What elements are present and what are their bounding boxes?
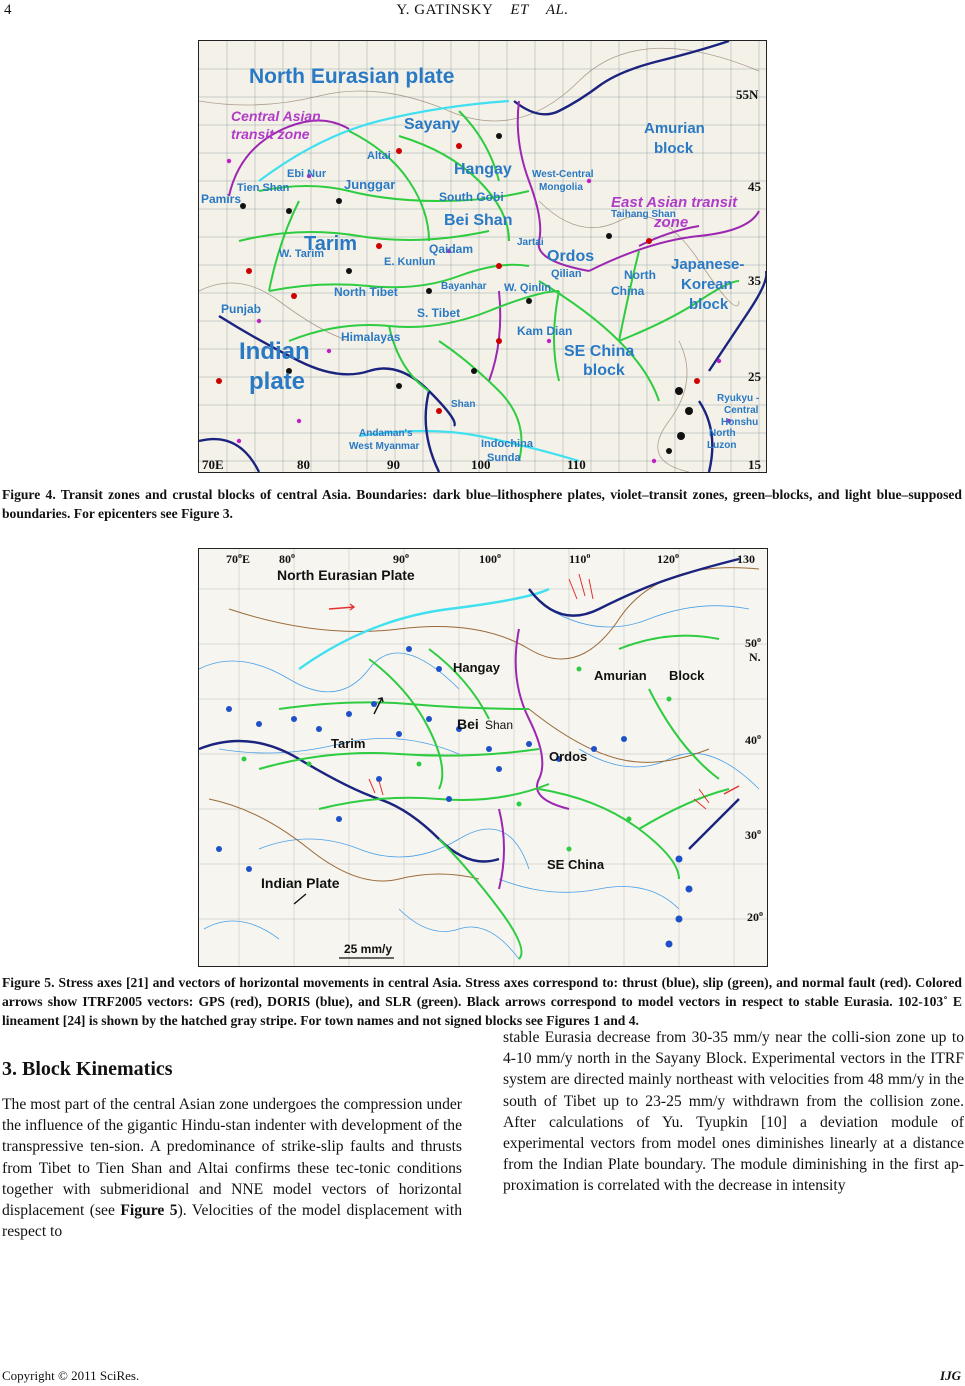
label-sayany: Sayany <box>404 116 461 133</box>
lon-100-5: 100$^o$ <box>479 551 501 566</box>
label-ebi-nur: Ebi Nur <box>287 168 327 180</box>
figure-4-epicenters <box>216 133 731 463</box>
label-west-central: West-Central <box>532 169 594 180</box>
label-himalayas: Himalayas <box>341 330 401 344</box>
figure-5-supposed-boundaries <box>299 589 549 669</box>
label-jartai: Jartai <box>517 237 544 248</box>
lon-110-5: 110$^o$ <box>569 551 591 566</box>
lon-80-5: 80$^o$ <box>279 551 295 566</box>
label-altai: Altai <box>367 150 391 162</box>
label-ordos-5: Ordos <box>549 749 588 764</box>
figure-5-reference[interactable]: Figure 5 <box>120 1202 178 1220</box>
label-andaman: Andaman's <box>359 428 413 439</box>
lat-55: 55N <box>736 87 759 102</box>
label-e-kunlun: E. Kunlun <box>384 256 436 268</box>
label-plate: plate <box>249 368 306 395</box>
body-paragraph-right: stable Eurasia decrease from 30-35 mm/y near the colli-sion zone up to 4-10 mm/y north in the Sayany Block. Experimental vectors in the ITRF system are directed mainly northeast with velocities from 48 mm/y in the south of Tibet up to 23-25 mm/y withdrawn from the collision zone. After calculations of Yu. Tyupkin [10] a deviation module of experimental vectors from model ones diminishes linearly at a distance from the Indian Plate boundary. The module diminishing in the first ap-proximation is correlated with the decrease in intensity <box>503 1029 964 1195</box>
running-head-al: AL. <box>545 2 569 18</box>
lon-110: 110 <box>567 457 586 472</box>
lat-25: 25 <box>748 369 761 384</box>
label-north-luzon-2: Luzon <box>707 440 737 451</box>
label-tarim-5: Tarim <box>331 736 366 751</box>
lon-90: 90 <box>387 457 400 472</box>
running-head <box>0 2 965 19</box>
label-korean: Korean <box>681 276 733 293</box>
label-punjab: Punjab <box>221 302 262 316</box>
lat-35: 35 <box>748 273 761 288</box>
label-indian-plate-5: Indian Plate <box>261 875 340 891</box>
label-north-china-1: North <box>624 268 656 282</box>
label-sunda: Sunda <box>487 452 521 464</box>
label-central-asian: Central Asian <box>231 108 321 124</box>
lat-20-5: 20$^o$ <box>747 909 763 924</box>
label-w-tarim: W. Tarim <box>279 248 325 260</box>
body-column-left <box>2 1094 462 1242</box>
label-north-eurasian-plate-5: North Eurasian Plate <box>277 567 415 583</box>
label-se-china-block: block <box>583 362 625 379</box>
label-ordos: Ordos <box>547 248 595 265</box>
figure-5-plate-boundaries <box>199 559 739 862</box>
label-qaidam: Qaidam <box>429 242 474 256</box>
label-block-5: Block <box>669 668 705 683</box>
footer-copyright: Copyright © 2011 SciRes. <box>2 1368 140 1383</box>
label-tien-shan: Tien Shan <box>237 182 290 194</box>
figure-4-map <box>198 40 767 473</box>
lat-15: 15 <box>748 457 761 472</box>
label-hangay-5: Hangay <box>453 660 500 675</box>
lat-40-5: 40$^o$ <box>745 732 761 747</box>
label-bei-5: Bei <box>457 716 479 732</box>
label-indian: Indian <box>239 338 310 365</box>
figure-5-grid-labels <box>226 551 763 924</box>
label-hangay: Hangay <box>454 161 512 178</box>
label-bayanhar: Bayanhar <box>441 281 487 292</box>
lat-45: 45 <box>748 179 761 194</box>
label-japanese: Japanese- <box>671 256 745 273</box>
page-number: 4 <box>4 2 12 18</box>
figure-4-caption: Figure 4. Transit zones and crustal blocks of central Asia. Boundaries: dark blue–lithosphere plates, violet–transit zones, green–blocks, and light blue–supposed boundaries. For epicenters see Figure 3. <box>2 487 962 521</box>
running-head-author: Y. GATINSKY <box>396 2 494 18</box>
label-mongolia: Mongolia <box>539 182 583 193</box>
label-east-asian-zone: zone <box>654 214 689 231</box>
label-amurian-block: block <box>654 140 694 157</box>
label-se-china-5: SE China <box>547 857 605 872</box>
label-ryukyu: Ryukyu - <box>717 393 760 404</box>
label-west-myanmar: West Myanmar <box>349 441 420 452</box>
label-transit-zone: transit zone <box>231 126 310 142</box>
label-shan: Shan <box>451 399 476 410</box>
label-central: Central <box>724 405 759 416</box>
body-paragraph-left: The most part of the central Asian zone undergoes the compression under the influence of the gigantic Hindu-stan indenter with development of the transpressive ten-sion. A predominance of strike-slip faults and thrusts from Tibet to Tien Shan and Altai confirms these tec-tonic conditions together with submeridional and NNE model vectors of horizontal displacement (see Figure 5). Velocities of the model displacement with respect to <box>2 1096 462 1241</box>
label-japanese-block: block <box>689 296 729 313</box>
label-bei-shan: Bei Shan <box>444 212 513 229</box>
body-column-right <box>503 1027 964 1197</box>
section-heading: 3. Block Kinematics <box>2 1058 173 1080</box>
lon-80: 80 <box>297 457 310 472</box>
figure-4-supposed-boundaries <box>259 101 579 461</box>
label-kam-dian: Kam Dian <box>517 324 573 338</box>
figure-5-caption: Figure 5. Stress axes [21] and vectors of horizontal movements in central Asia. Stress axes correspond to: thrust (blue), slip (green), and normal fault (red). Colored arrows show ITRF2005 vectors: GPS (red), DORIS (blue), and SLR (green). Black arrows correspond to model vectors in respect to stable Eurasia. 102-103˚ E lineament [24] is shown by the hatched gray stripe. For town names and not signed blocks see Figures 1 and 4. <box>2 975 962 1028</box>
label-amurian-5: Amurian <box>594 668 647 683</box>
lon-70: 70E <box>202 457 224 472</box>
figure-4-svg <box>199 41 766 472</box>
lat-50-5: 50$^o$ <box>745 635 761 650</box>
label-shan-5: Shan <box>485 718 514 732</box>
running-head-et: ET <box>510 2 529 18</box>
label-east-asian-transit: East Asian transit <box>611 194 738 211</box>
label-north-tibet: North Tibet <box>334 285 398 299</box>
figure-5-map <box>198 548 768 967</box>
label-qilian: Qilian <box>551 268 582 280</box>
lon-120-5: 120$^o$ <box>657 551 679 566</box>
lon-70-5: 70$^o$E <box>226 551 251 566</box>
label-junggar: Junggar <box>344 177 396 192</box>
label-south-gobi: South Gobi <box>439 190 504 204</box>
lon-130-5: 130 <box>737 552 755 566</box>
label-indochina: Indochina <box>481 438 533 450</box>
figure-5-rivers <box>199 606 759 959</box>
lat-50-n-5: N. <box>749 650 761 664</box>
label-taihang-shan: Taihang Shan <box>611 209 676 220</box>
label-north-china-2: China <box>611 284 645 298</box>
label-s-tibet: S. Tibet <box>417 306 461 320</box>
lon-90-5: 90$^o$ <box>393 551 409 566</box>
label-honshu: Honshu <box>721 417 759 428</box>
figure-5-block-boundaries <box>259 636 729 959</box>
label-pamirs: Pamirs <box>201 192 242 206</box>
figure-5-borders <box>209 568 759 881</box>
label-north-luzon-1: North <box>709 428 736 439</box>
label-se-china: SE China <box>564 343 635 360</box>
lat-30-5: 30$^o$ <box>745 827 761 842</box>
lon-100: 100 <box>471 457 491 472</box>
label-tarim: Tarim <box>304 233 357 255</box>
label-amurian: Amurian <box>644 120 705 137</box>
scale-label: 25 mm/y <box>344 942 393 956</box>
footer-journal: IJG <box>940 1368 961 1383</box>
figure-5-svg <box>199 549 767 966</box>
label-north-eurasian-plate: North Eurasian plate <box>249 65 455 88</box>
label-w-qinlin: W. Qinlin <box>504 282 552 294</box>
